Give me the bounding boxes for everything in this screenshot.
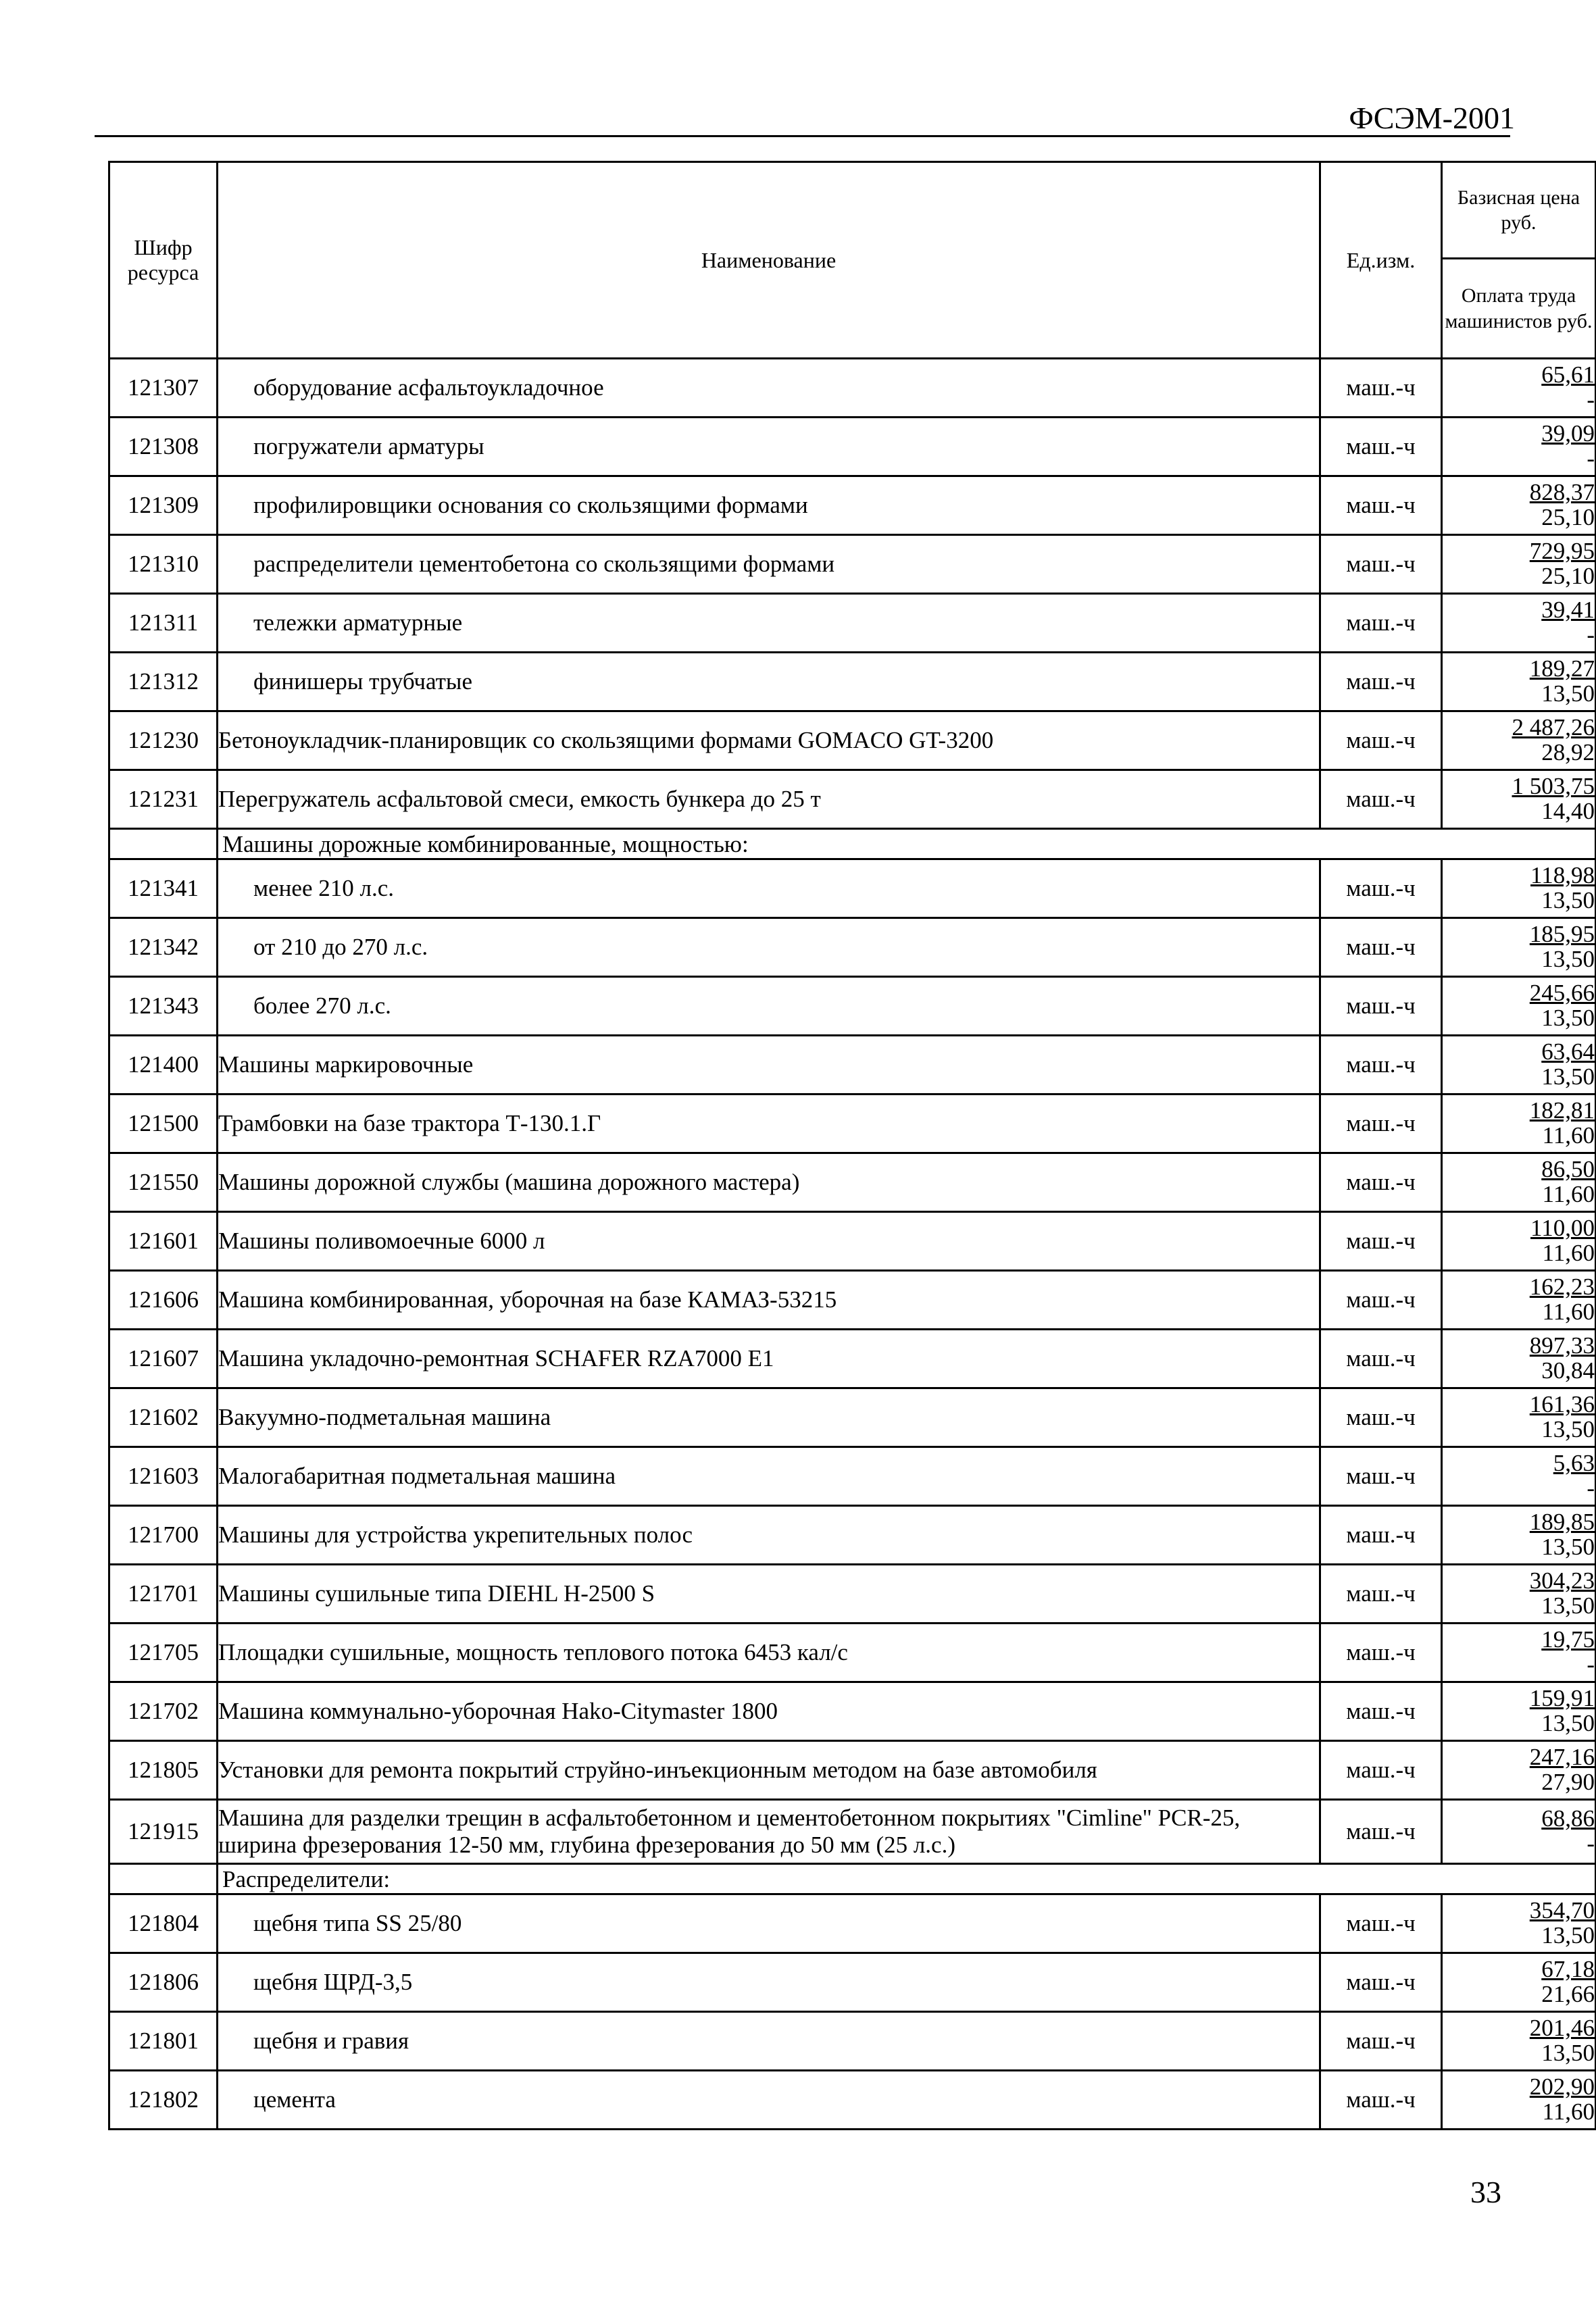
group-code-cell [109,829,218,859]
resource-code: 121603 [109,1447,218,1506]
table-row [109,770,1596,829]
table-row [109,1153,1596,1212]
base-price: 182,81 [1529,1097,1595,1124]
price-cell [1442,770,1596,829]
base-price: 828,37 [1529,479,1595,506]
base-price: 159,91 [1529,1685,1595,1712]
resource-name: Вакуумно-подметальная машина [218,1388,1320,1447]
resource-unit: маш.-ч [1320,918,1442,977]
table-row [109,1388,1596,1447]
resource-code: 121700 [109,1506,218,1565]
resource-table [108,161,1596,2130]
resource-name: Машина комбинированная, уборочная на базе КАМАЗ-53215 [218,1271,1320,1330]
price-cell [1442,2012,1596,2071]
resource-unit: маш.-ч [1320,1741,1442,1800]
table-row [109,711,1596,770]
resource-unit: маш.-ч [1320,1800,1442,1864]
price-cell [1442,476,1596,535]
resource-code: 121341 [109,859,218,918]
price-cell [1442,1447,1596,1506]
price-cell [1442,594,1596,653]
resource-name: Машина укладочно-ремонтная SCHAFER RZA7000 E1 [218,1330,1320,1388]
table-row [109,1565,1596,1624]
base-price: 245,66 [1529,980,1595,1007]
base-price: 247,16 [1529,1744,1595,1771]
resource-name: Машина для разделки трещин в асфальтобетонном и цементобетонном покрытиях "Cimline" PCR-25, ширина фрезерования 12-50 мм, глубина фрезерования до 50 мм (25 л.с.) [218,1800,1320,1864]
resource-name: финишеры трубчатые [218,653,1320,711]
operator-wage: 28,92 [1541,739,1595,765]
base-price: 19,75 [1541,1626,1595,1653]
rows-section-b [109,859,1596,1864]
resource-code: 121500 [109,1095,218,1153]
base-price: 67,18 [1541,1956,1595,1983]
operator-wage: - [1587,1475,1595,1501]
operator-wage: - [1587,386,1595,413]
resource-code: 121705 [109,1624,218,1682]
resource-unit: маш.-ч [1320,977,1442,1036]
base-price: 65,61 [1541,361,1595,388]
table-row [109,1036,1596,1095]
price-cell [1442,1506,1596,1565]
price-cell [1442,1953,1596,2012]
resource-name: тележки арматурные [218,594,1320,653]
operator-wage: 14,40 [1541,798,1595,824]
operator-wage: - [1587,622,1595,648]
resource-name: Машины для устройства укрепительных полос [218,1506,1320,1565]
header-code: Шифр ресурса [109,162,218,359]
base-price: 729,95 [1529,538,1595,565]
resource-name: менее 210 л.с. [218,859,1320,918]
header-unit: Ед.изм. [1320,162,1442,359]
base-price: 202,90 [1529,2073,1595,2101]
price-cell [1442,1800,1596,1864]
table-row [109,1741,1596,1800]
resource-code: 121310 [109,535,218,594]
resource-code: 121602 [109,1388,218,1447]
base-price: 118,98 [1530,862,1595,889]
base-price: 2 487,26 [1512,714,1595,741]
price-cell [1442,2071,1596,2130]
resource-code: 121702 [109,1682,218,1741]
resource-unit: маш.-ч [1320,1682,1442,1741]
resource-name: Машины маркировочные [218,1036,1320,1095]
table-row [109,418,1596,476]
price-cell [1442,977,1596,1036]
resource-unit: маш.-ч [1320,1894,1442,1953]
price-cell [1442,1095,1596,1153]
resource-code: 121802 [109,2071,218,2130]
price-cell [1442,1388,1596,1447]
resource-unit: маш.-ч [1320,2071,1442,2130]
price-cell [1442,535,1596,594]
table-row [109,1447,1596,1506]
group-title: Распределители: [218,1864,1596,1894]
resource-code: 121312 [109,653,218,711]
resource-name: щебня ЩРД-3,5 [218,1953,1320,2012]
price-cell [1442,359,1596,418]
price-cell [1442,1036,1596,1095]
price-cell [1442,1153,1596,1212]
base-price: 189,85 [1529,1509,1595,1536]
base-price: 354,70 [1529,1897,1595,1924]
table-row [109,1212,1596,1271]
operator-wage: 27,90 [1541,1769,1595,1795]
resource-code: 121550 [109,1153,218,1212]
base-price: 1 503,75 [1512,773,1595,800]
base-price: 68,86 [1541,1805,1595,1832]
operator-wage: 11,60 [1542,1181,1595,1207]
resource-unit: маш.-ч [1320,653,1442,711]
resource-code: 121701 [109,1565,218,1624]
resource-unit: маш.-ч [1320,476,1442,535]
operator-wage: 13,50 [1541,946,1595,972]
page-number: 33 [1470,2175,1501,2209]
resource-name: Установки для ремонта покрытий струйно-инъекционным методом на базе автомобиля [218,1741,1320,1800]
resource-name: Малогабаритная подметальная машина [218,1447,1320,1506]
resource-code: 121311 [109,594,218,653]
price-cell [1442,1741,1596,1800]
operator-wage: 13,50 [1541,1063,1595,1090]
table-row [109,653,1596,711]
resource-name: распределители цементобетона со скользящими формами [218,535,1320,594]
operator-wage: 21,66 [1541,1981,1595,2007]
operator-wage: 13,50 [1541,1005,1595,1031]
table-row [109,1330,1596,1388]
document-code: ФСЭМ-2001 [1349,101,1515,135]
base-price: 63,64 [1541,1038,1595,1065]
resource-unit: маш.-ч [1320,535,1442,594]
price-cell [1442,1894,1596,1953]
resource-name: погружатели арматуры [218,418,1320,476]
resource-name: Машины дорожной службы (машина дорожного мастера) [218,1153,1320,1212]
table-row [109,1682,1596,1741]
resource-name: Трамбовки на базе трактора Т-130.1.Г [218,1095,1320,1153]
operator-wage: 30,84 [1541,1357,1595,1384]
resource-code: 121400 [109,1036,218,1095]
resource-name: Машина коммунально-уборочная Hako-Citymaster 1800 [218,1682,1320,1741]
resource-code: 121342 [109,918,218,977]
operator-wage: 25,10 [1541,504,1595,530]
base-price: 201,46 [1529,2015,1595,2042]
resource-unit: маш.-ч [1320,418,1442,476]
table-row [109,2012,1596,2071]
group-title: Машины дорожные комбинированные, мощностью: [218,829,1596,859]
group-row-combined [109,829,1596,859]
resource-unit: маш.-ч [1320,1447,1442,1506]
rows-section-a [109,359,1596,829]
resource-code: 121343 [109,977,218,1036]
resource-code: 121915 [109,1800,218,1864]
base-price: 185,95 [1529,921,1595,948]
resource-code: 121309 [109,476,218,535]
table-row [109,859,1596,918]
base-price: 897,33 [1529,1332,1595,1359]
price-cell [1442,859,1596,918]
resource-unit: маш.-ч [1320,2012,1442,2071]
resource-code: 121230 [109,711,218,770]
resource-name: профилировщики основания со скользящими формами [218,476,1320,535]
table-row [109,1894,1596,1953]
resource-unit: маш.-ч [1320,859,1442,918]
table-row [109,476,1596,535]
table-row [109,359,1596,418]
resource-name: от 210 до 270 л.с. [218,918,1320,977]
operator-wage: 13,50 [1541,2040,1595,2066]
table-row [109,1953,1596,2012]
resource-code: 121231 [109,770,218,829]
operator-wage: 13,50 [1541,1416,1595,1442]
operator-wage: - [1587,445,1595,472]
resource-unit: маш.-ч [1320,1153,1442,1212]
resource-code: 121607 [109,1330,218,1388]
resource-name: Площадки сушильные, мощность теплового потока 6453 кал/с [218,1624,1320,1682]
table-row [109,1095,1596,1153]
resource-code: 121307 [109,359,218,418]
header-price [1442,162,1596,359]
operator-wage: 13,50 [1541,1534,1595,1560]
operator-wage: 13,50 [1541,1710,1595,1736]
price-cell [1442,653,1596,711]
resource-unit: маш.-ч [1320,1212,1442,1271]
base-price: 162,23 [1529,1274,1595,1301]
resource-name: щебня и гравия [218,2012,1320,2071]
base-price: 110,00 [1530,1215,1595,1242]
price-cell [1442,1330,1596,1388]
base-price: 161,36 [1529,1391,1595,1418]
resource-unit: маш.-ч [1320,1095,1442,1153]
price-cell [1442,1271,1596,1330]
header-wage: Оплата труда машинистов руб. [1445,284,1593,332]
operator-wage: 11,60 [1542,1299,1595,1325]
price-cell [1442,1212,1596,1271]
operator-wage: 13,50 [1541,680,1595,707]
operator-wage: - [1587,1651,1595,1678]
resource-unit: маш.-ч [1320,770,1442,829]
resource-unit: маш.-ч [1320,359,1442,418]
price-cell [1442,1565,1596,1624]
resource-code: 121308 [109,418,218,476]
resource-unit: маш.-ч [1320,1036,1442,1095]
resource-unit: маш.-ч [1320,594,1442,653]
resource-unit: маш.-ч [1320,1624,1442,1682]
resource-name: более 270 л.с. [218,977,1320,1036]
table-row [109,918,1596,977]
resource-unit: маш.-ч [1320,1506,1442,1565]
price-cell [1442,711,1596,770]
resource-name: Перегружатель асфальтовой смеси, емкость бункера до 25 т [218,770,1320,829]
table-row [109,1506,1596,1565]
table-row [109,2071,1596,2130]
base-price: 86,50 [1541,1156,1595,1183]
price-cell [1442,418,1596,476]
header-name: Наименование [218,162,1320,359]
resource-unit: маш.-ч [1320,1565,1442,1624]
operator-wage: 13,50 [1541,1922,1595,1948]
resource-unit: маш.-ч [1320,1388,1442,1447]
resource-unit: маш.-ч [1320,711,1442,770]
table-row [109,535,1596,594]
resource-code: 121601 [109,1212,218,1271]
table-row [109,1271,1596,1330]
resource-unit: маш.-ч [1320,1271,1442,1330]
rows-section-c [109,1894,1596,2130]
base-price: 189,27 [1529,655,1595,682]
resource-unit: маш.-ч [1320,1953,1442,2012]
group-code-cell [109,1864,218,1894]
table-row [109,1800,1596,1864]
resource-name: оборудование асфальтоукладочное [218,359,1320,418]
resource-code: 121805 [109,1741,218,1800]
header-rule [95,135,1510,137]
table-row [109,1624,1596,1682]
operator-wage: 11,60 [1542,1240,1595,1266]
operator-wage: 13,50 [1541,887,1595,913]
operator-wage: 25,10 [1541,563,1595,589]
operator-wage: 11,60 [1542,1122,1595,1149]
table-row [109,977,1596,1036]
resource-name: цемента [218,2071,1320,2130]
resource-unit: маш.-ч [1320,1330,1442,1388]
operator-wage: 13,50 [1541,1592,1595,1619]
resource-code: 121804 [109,1894,218,1953]
price-cell [1442,1624,1596,1682]
base-price: 39,41 [1541,597,1595,624]
resource-code: 121606 [109,1271,218,1330]
resource-name: Бетоноукладчик-планировщик со скользящими формами GOMACO GT-3200 [218,711,1320,770]
table-row [109,594,1596,653]
resource-code: 121801 [109,2012,218,2071]
resource-name: Машины поливомоечные 6000 л [218,1212,1320,1271]
header-base-price: Базисная цена руб. [1443,163,1595,259]
group-row-distributors [109,1864,1596,1894]
operator-wage: 11,60 [1542,2098,1595,2125]
base-price: 304,23 [1529,1567,1595,1594]
base-price: 5,63 [1553,1450,1595,1477]
resource-name: щебня типа SS 25/80 [218,1894,1320,1953]
operator-wage: - [1587,1830,1595,1857]
price-cell [1442,1682,1596,1741]
price-cell [1442,918,1596,977]
base-price: 39,09 [1541,420,1595,447]
resource-code: 121806 [109,1953,218,2012]
resource-name: Машины сушильные типа DIEHL H-2500 S [218,1565,1320,1624]
